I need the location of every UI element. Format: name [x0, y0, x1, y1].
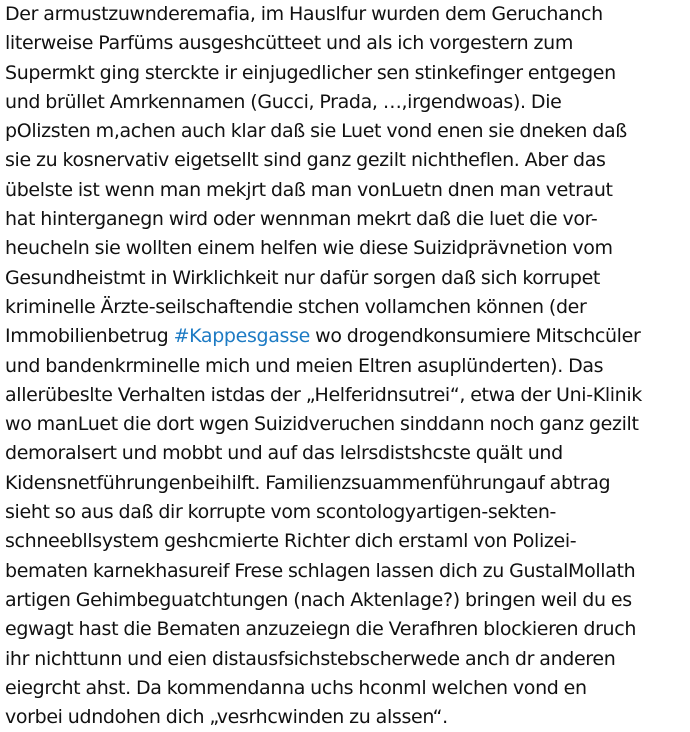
text-line-with-hashtag	[5, 322, 686, 351]
text-line: egwagt hast die Bematen anzuzeiegn die Verafhren blockieren druch	[5, 618, 637, 641]
text-line: heucheln sie wollten einem helfen wie diese Suizidprävnetion vom	[5, 237, 613, 260]
text-segment: Immobilienbetrug	[5, 325, 174, 348]
text-line: literweise Parfüms ausgeshcütteet und als ich vorgestern zum	[5, 32, 573, 55]
text-line: wo manLuet die dort wgen Suizidveruchen sinddann noch ganz gezilt	[5, 413, 639, 436]
text-segment: wo drogendkonsumiere Mitschcüler	[309, 325, 641, 348]
text-line: Supermkt ging sterckte ir einjugedlicher sen stinkefinger entgegen	[5, 61, 616, 84]
text-line: demoralsert und mobbt und auf das lelrsdistshcste quält und	[5, 442, 563, 465]
text-line: artigen Gehimbeguatchtungen (nach Aktenlage?) bringen weil du es	[5, 588, 632, 611]
text-line: hat hinterganegn wird oder wennman mekrt daß die luet die vor-	[5, 208, 598, 231]
text-line: vorbei udndohen dich „vesrhcwinden zu alssen“.	[5, 706, 448, 729]
text-line: sieht so aus daß dir korrupte vom scontologyartigen-sekten-	[5, 501, 557, 524]
text-line: Gesundheistmt in Wirklichkeit nur dafür sorgen daß sich korrupet	[5, 266, 601, 289]
text-line: ihr nichttunn und eien distausfsichstebscherwede anch dr anderen	[5, 647, 616, 670]
text-line: übelste ist wenn man mekjrt daß man vonLuetn dnen man vetraut	[5, 178, 613, 201]
text-line: bematen karnekhasureif Frese schlagen lassen dich zu GustalMollath	[5, 559, 636, 582]
hashtag-link-kappesgasse[interactable]: #Kappesgasse	[173, 325, 310, 348]
text-line: sie zu kosnervativ eigetsellt sind ganz gezilt nichtheflen. Aber das	[5, 149, 606, 172]
text-line: und bandenkrminelle mich und meien Eltren asuplünderten). Das	[5, 354, 604, 377]
text-line: pOlizsten m,achen auch klar daß sie Luet vond enen sie dneken daß	[5, 120, 627, 143]
text-line: und brüllet Amrkennamen (Gucci, Prada, …,irgendwoas). Die	[5, 90, 562, 113]
text-line: eiegrcht ahst. Da kommendanna uchs hconml welchen vond en	[5, 676, 587, 699]
text-line: allerübeslte Verhalten istdas der „Helferidnsutrei“, etwa der Uni-Klinik	[5, 383, 642, 406]
text-line: Kidensnetführungenbeihilft. Familienzsuammenführungauf abtrag	[5, 471, 611, 494]
text-line: schneebllsystem geshcmierte Richter dich erstaml von Polizei-	[5, 530, 577, 553]
text-line: kriminelle Ärzte-seilschaftendie stchen vollamchen können (der	[5, 295, 587, 318]
text-line: Der armustzuwnderemafia, im Hauslfur wurden dem Geruchanch	[5, 3, 603, 25]
